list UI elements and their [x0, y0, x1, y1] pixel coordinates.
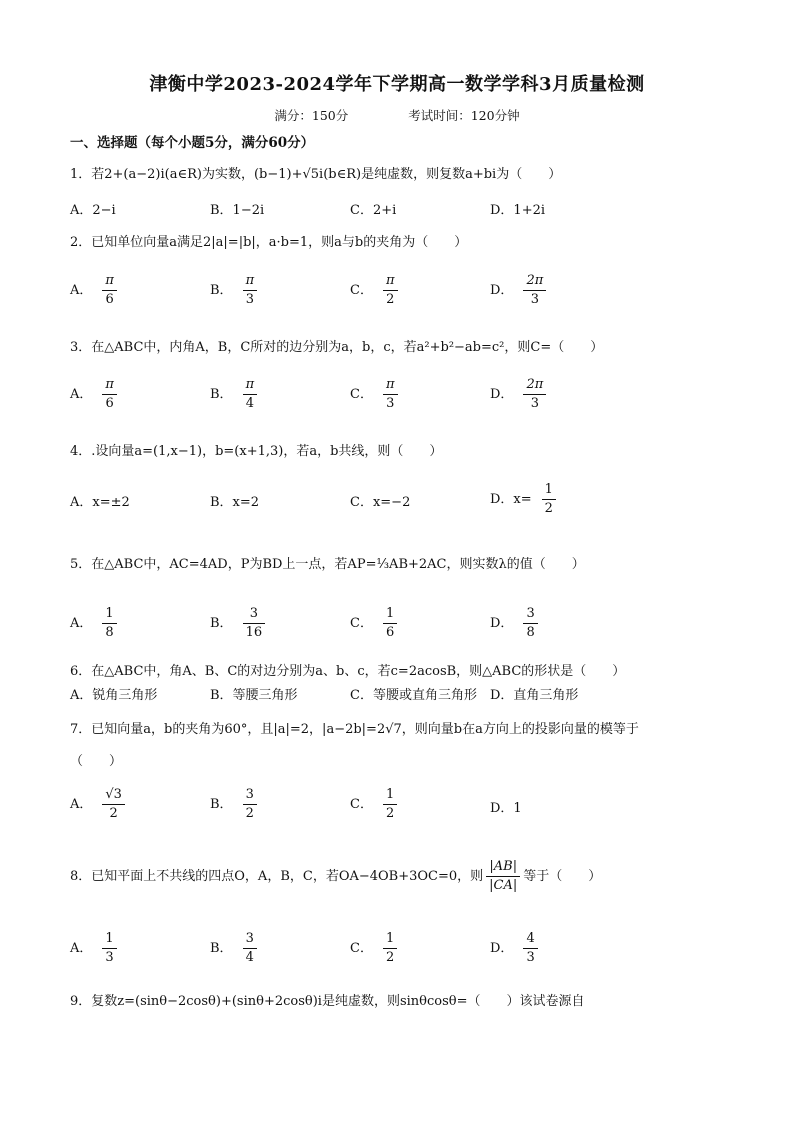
q5-c-den: 6	[385, 625, 395, 640]
q5-a-den: 8	[105, 625, 114, 640]
q5-d-num: 3	[523, 605, 537, 624]
q2-option-b	[210, 272, 257, 309]
q5-option-a	[70, 605, 117, 642]
q4-d-num: 1	[542, 481, 556, 500]
q5-b-den: 16	[245, 625, 263, 640]
q2-c-den: 2	[386, 292, 395, 307]
q2-option-c	[350, 272, 398, 309]
q2-b-label: B．	[210, 283, 233, 298]
question-7-stem-cont: （ ）	[70, 754, 123, 769]
question-9-stem: 9．复数z=(sinθ−2cosθ)+(sinθ+2cosθ)i是纯虚数，则sinθcosθ=（ ）该试卷源自	[70, 994, 585, 1009]
q5-d-den: 8	[526, 625, 535, 640]
q3-option-a	[70, 376, 117, 413]
q2-d-den: 3	[530, 292, 539, 307]
q7-option-d: D．1	[490, 801, 522, 816]
q2-option-d	[490, 272, 546, 309]
q4-d-label: D．x=	[490, 492, 532, 507]
q8-d-num: 4	[523, 930, 537, 949]
q2-c-label: C．	[350, 283, 373, 298]
q4-option-c: C．x=−2	[350, 495, 411, 510]
q2-b-num: π	[243, 272, 258, 291]
q8-c-label: C．	[350, 941, 373, 956]
exam-title: 津衡中学2023-2024学年下学期高一数学学科3月质量检测	[149, 74, 645, 95]
exam-time: 考试时间：120分钟	[408, 108, 520, 123]
q7-b-den: 2	[245, 806, 254, 821]
q7-b-label: B．	[210, 797, 233, 812]
q2-c-num: π	[383, 272, 398, 291]
q2-d-num: 2π	[523, 272, 546, 291]
q5-b-num: 3	[243, 605, 266, 624]
q8-option-b	[210, 930, 257, 967]
q2-a-num: π	[102, 272, 117, 291]
q2-b-den: 3	[245, 292, 254, 307]
question-4-stem: 4．.设向量a=(1,x−1)，b=(x+1,3)，若a，b共线，则（ ）	[70, 444, 443, 459]
q1-option-b: B．1−2i	[210, 203, 265, 218]
q6-option-a: A．锐角三角形	[70, 688, 158, 703]
q1-option-c: C．2+i	[350, 203, 397, 218]
q3-b-num: π	[243, 376, 258, 395]
q2-a-den: 6	[105, 292, 114, 307]
q5-option-d	[490, 605, 538, 642]
q3-c-label: C．	[350, 387, 373, 402]
q3-a-label: A．	[70, 387, 93, 402]
q8-ratio-den: |CA|	[489, 878, 518, 893]
q6-option-d: D．直角三角形	[490, 688, 579, 703]
q3-option-b	[210, 376, 257, 413]
q3-a-den: 6	[105, 396, 114, 411]
q8-c-den: 2	[385, 950, 395, 965]
q5-c-num: 1	[383, 605, 397, 624]
question-2-stem: 2．已知单位向量a满足2|a|=|b|，a·b=1，则a与b的夹角为（ ）	[70, 235, 468, 250]
q7-a-label: A．	[70, 797, 93, 812]
q3-c-den: 3	[386, 396, 395, 411]
question-8-stem: 8．已知平面上不共线的四点O，A，B，C，若OA−4OB+3OC=0，则	[70, 869, 484, 884]
q7-b-num: 3	[243, 786, 257, 805]
q5-a-num: 1	[102, 605, 116, 624]
question-1-stem: 1．若2+(a−2)i(a∈R)为实数，(b−1)+√5i(b∈R)是纯虚数，则复数a+bi为（ ）	[70, 167, 562, 182]
q8-d-label: D．	[490, 941, 514, 956]
q7-option-c	[350, 786, 397, 823]
q3-option-c	[350, 376, 398, 413]
question-7-stem: 7．已知向量a，b的夹角为60°，且|a|=2，|a−2b|=2√7，则向量b在a方向上的投影向量的模等于	[70, 722, 639, 737]
q3-a-num: π	[102, 376, 117, 395]
q8-option-d	[490, 930, 538, 967]
q7-c-num: 1	[383, 786, 397, 805]
q3-d-den: 3	[530, 396, 539, 411]
q7-option-b	[210, 786, 257, 823]
q6-option-b: B．等腰三角形	[210, 688, 298, 703]
q4-option-b: B．x=2	[210, 495, 260, 510]
q7-c-den: 2	[385, 806, 395, 821]
q4-d-den: 2	[544, 501, 553, 516]
q2-a-label: A．	[70, 283, 93, 298]
full-score: 满分：150分	[274, 108, 349, 123]
q8-b-num: 3	[243, 930, 257, 949]
question-8-stem-tail: 等于（ ）	[523, 869, 602, 884]
section-heading: 一、选择题（每个小题5分，满分60分）	[70, 135, 315, 151]
q4-option-d	[490, 481, 556, 518]
q8-ratio-num: |AB|	[486, 858, 520, 877]
q1-option-a: A．2−i	[70, 203, 116, 218]
q5-d-label: D．	[490, 616, 514, 631]
q8-option-c	[350, 930, 397, 967]
q8-d-den: 3	[526, 950, 535, 965]
q5-b-label: B．	[210, 616, 233, 631]
q8-option-a	[70, 930, 117, 967]
q8-a-num: 1	[102, 930, 116, 949]
q3-b-den: 4	[245, 396, 254, 411]
q8-a-label: A．	[70, 941, 93, 956]
q3-option-d	[490, 376, 546, 413]
q3-d-num: 2π	[523, 376, 546, 395]
question-6-stem: 6．在△ABC中，角A、B、C的对边分别为a、b、c，若c=2acosB，则△ABC的形状是（ ）	[70, 664, 626, 679]
q5-option-c	[350, 605, 397, 642]
q7-option-a	[70, 786, 125, 823]
q7-a-den: 2	[109, 806, 118, 821]
question-3-stem: 3．在△ABC中，内角A，B，C所对的边分别为a，b，c，若a²+b²−ab=c²，则C=（ ）	[70, 340, 604, 355]
q2-d-label: D．	[490, 283, 514, 298]
question-8-stem-wrap	[70, 858, 601, 895]
q8-b-den: 4	[245, 950, 254, 965]
question-5-stem: 5．在△ABC中，AC=4AD，P为BD上一点，若AP=⅓AB+2AC，则实数λ的值（ ）	[70, 557, 585, 572]
q3-c-num: π	[383, 376, 398, 395]
q4-option-a: A．x=±2	[70, 495, 130, 510]
q3-d-label: D．	[490, 387, 514, 402]
q8-b-label: B．	[210, 941, 233, 956]
q8-a-den: 3	[105, 950, 114, 965]
q6-option-c: C．等腰或直角三角形	[350, 688, 477, 703]
q7-c-label: C．	[350, 797, 373, 812]
q5-option-b	[210, 605, 265, 642]
q7-a-num: √3	[102, 786, 125, 805]
q1-option-d: D．1+2i	[490, 203, 546, 218]
q2-option-a	[70, 272, 117, 309]
q3-b-label: B．	[210, 387, 233, 402]
q5-c-label: C．	[350, 616, 373, 631]
q8-c-num: 1	[383, 930, 397, 949]
exam-meta	[0, 106, 794, 124]
q5-a-label: A．	[70, 616, 93, 631]
